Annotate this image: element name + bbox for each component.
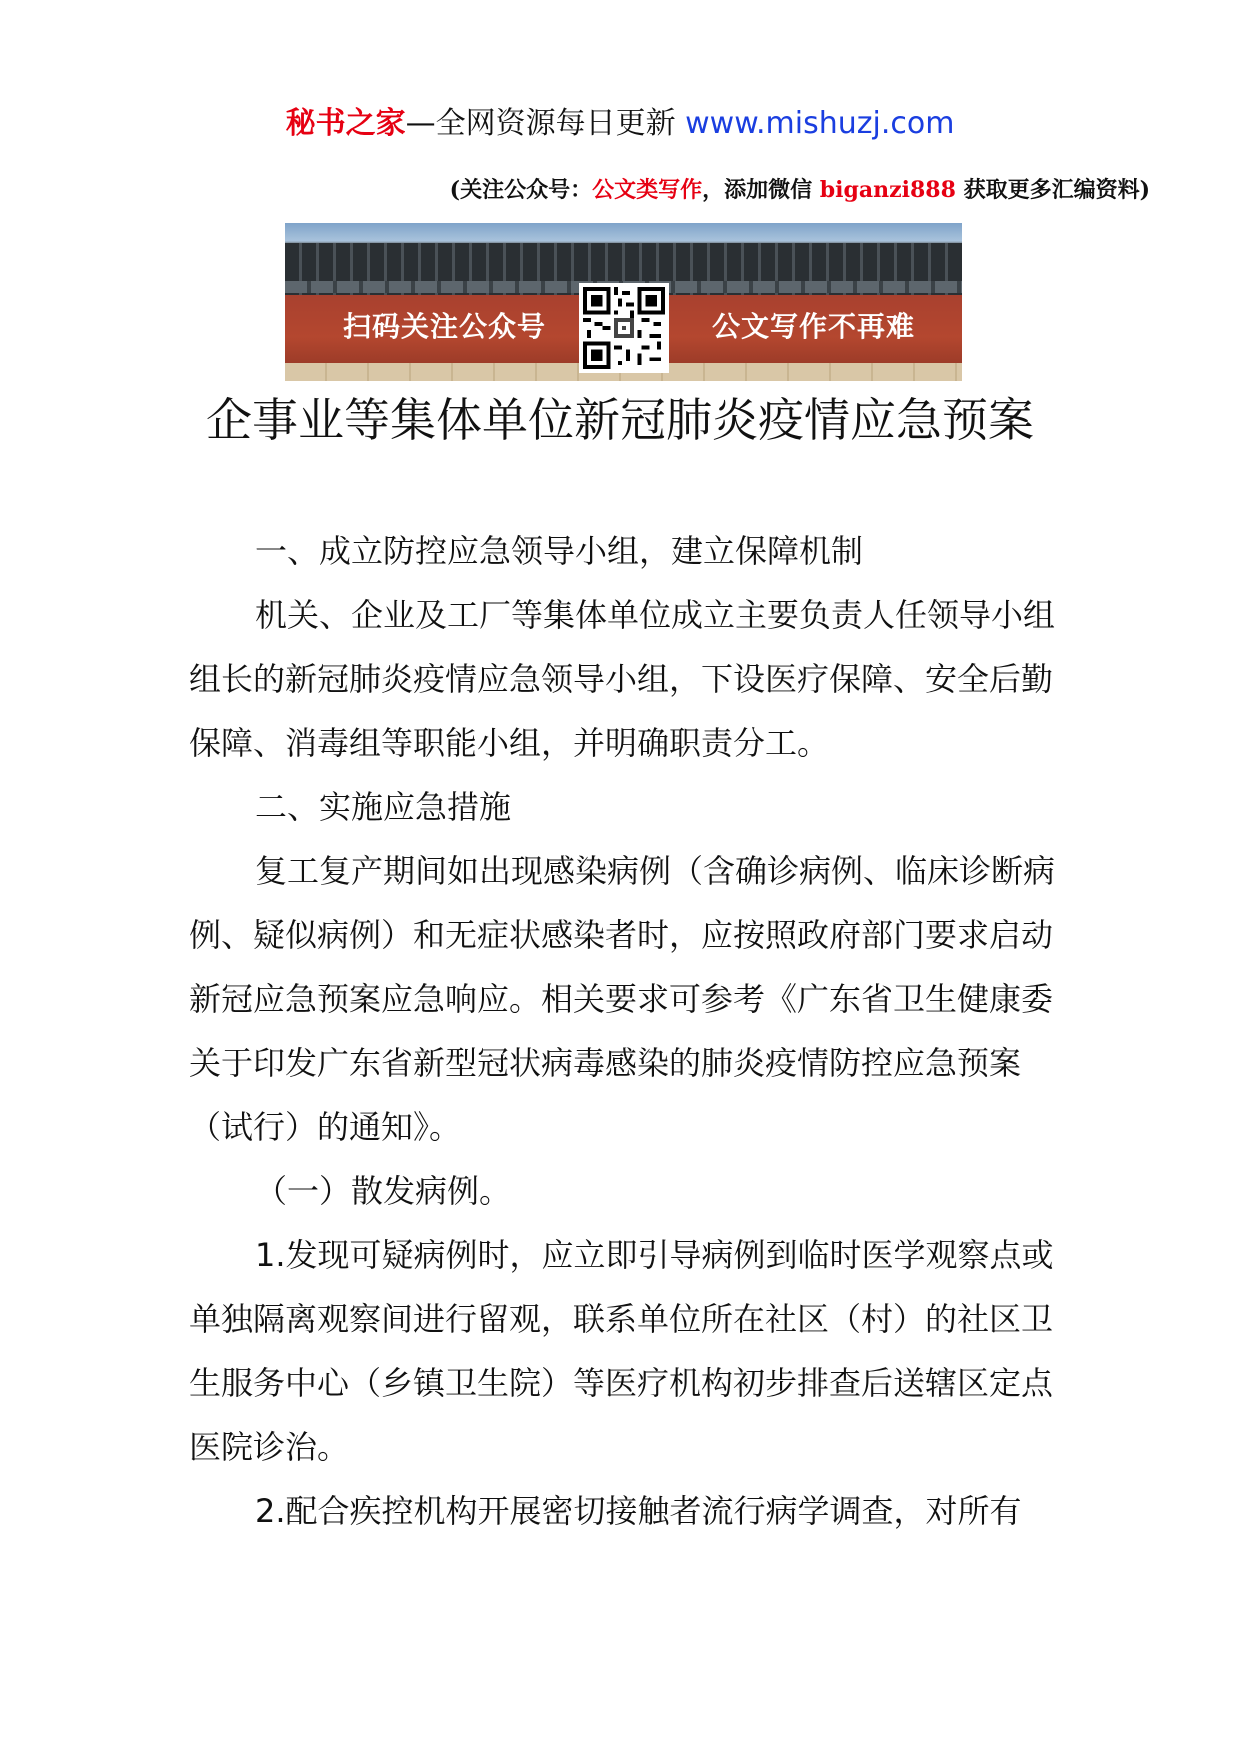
paragraph: 复工复产期间如出现感染病例（含确诊病例、临床诊断病例、疑似病例）和无症状感染者时，应按照政府部门要求启动新冠应急预案应急响应。相关要求可参考《广东省卫生健康委关于印发广东省新型冠状病毒感染的肺炎疫情防控应急预案（试行）的通知》。 [189,852,1056,1146]
paragraph: 1.发现可疑病例时，应立即引导病例到临时医学观察点或单独隔离观察间进行留观，联系单位所在社区（村）的社区卫生服务中心（乡镇卫生院）等医疗机构初步排查后送辖区定点医院诊治。 [189,1236,1054,1466]
qr-code-icon[interactable] [579,283,669,373]
promo-banner[interactable] [285,223,962,381]
banner-right-text: 公文写作不再难 [712,310,916,343]
section-heading: 一、成立防控应急领导小组，建立保障机制 [255,532,864,570]
site-url-link[interactable]: www.mishuzj.com [685,106,955,141]
site-header [0,100,1240,148]
paragraph: 机关、企业及工厂等集体单位成立主要负责人任领导小组组长的新冠肺炎疫情应急领导小组，下设医疗保障、安全后勤保障、消毒组等职能小组，并明确职责分工。 [189,596,1056,762]
document-body [189,519,1059,1543]
follow-suffix: 获取更多汇编资料) [955,177,1150,203]
document-title: 企事业等集体单位新冠肺炎疫情应急预案 [206,393,1034,447]
wechat-id: biganzi888 [819,177,956,203]
subsection-heading: （一）散发病例。 [255,1172,512,1210]
follow-notice [0,173,1150,204]
brand-name: 秘书之家 [285,106,406,141]
account-name: 公文类写作 [592,177,703,203]
section-heading: 二、实施应急措施 [255,788,512,826]
banner-left-text: 扫码关注公众号 [343,310,547,343]
paragraph: 2.配合疾控机构开展密切接触者流行病学调查，对所有 [255,1492,1022,1530]
header-tagline: —全网资源每日更新 [405,106,686,141]
follow-middle: ，添加微信 [702,177,820,203]
follow-prefix: (关注公众号： [449,177,593,203]
